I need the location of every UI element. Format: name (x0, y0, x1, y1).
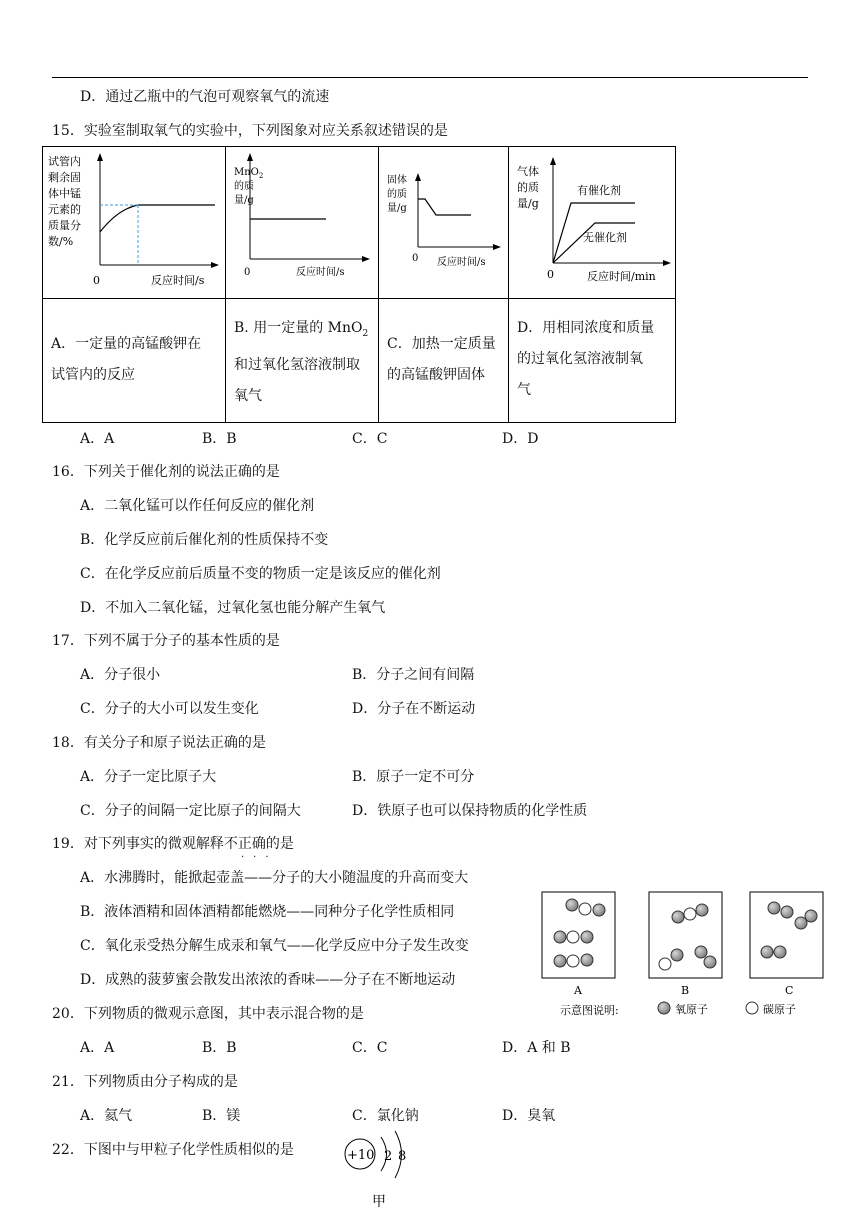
graph-d-ylabel-3: 量/g (517, 197, 539, 210)
graph-a-ylabel-6: 数/% (48, 235, 74, 248)
graph-d-ylabel-1: 气体 (517, 165, 539, 178)
q21-option-b[interactable]: B．镁 (202, 1108, 241, 1124)
graph-a-origin: 0 (93, 274, 100, 287)
figure-label-b: B (681, 984, 690, 997)
q20-molecule-figure (538, 888, 830, 1022)
q17-option-b[interactable]: B．分子之间有间隔 (352, 667, 475, 683)
graph-a-ylabel-3: 体中锰 (48, 187, 81, 200)
q19-option-a[interactable]: A．水沸腾时，能掀起壶盖——分子的大小随温度的升高而变大 (80, 870, 469, 886)
q16-option-d[interactable]: D．不加入二氧化锰，过氧化氢也能分解产生氧气 (80, 600, 386, 616)
q17-option-d[interactable]: D．分子在不断运动 (352, 701, 476, 717)
graph-c-curve (418, 199, 471, 215)
q20-option-d[interactable]: D．A 和 B (502, 1040, 571, 1056)
graph-d-origin: 0 (547, 268, 554, 281)
q19-option-b[interactable]: B．液体酒精和固体酒精都能燃烧——同种分子化学性质相同 (80, 904, 455, 920)
graph-c-cell (379, 147, 509, 299)
q21-option-c[interactable]: C．氯化钠 (352, 1108, 419, 1124)
q17-stem: 17．下列不属于分子的基本性质的是 (52, 633, 280, 649)
q16-option-a[interactable]: A．二氧化锰可以作任何反应的催化剂 (80, 498, 315, 514)
graph-d-ylabel-2: 的质 (517, 181, 539, 194)
graph-b-xlabel: 反应时间/s (296, 267, 345, 278)
q20-option-a[interactable]: A．A (80, 1040, 115, 1056)
q18-option-d[interactable]: D．铁原子也可以保持物质的化学性质 (352, 803, 588, 819)
q17-option-a[interactable]: A．分子很小 (80, 667, 161, 683)
emphasis-dots: ··· (241, 852, 278, 863)
caption-a-line2: 试管内的反应 (51, 367, 135, 383)
q20-option-b[interactable]: B．B (202, 1040, 237, 1056)
oxygen-atom-icon (658, 1002, 670, 1014)
q15-table (42, 146, 676, 423)
nucleus-charge: +10 (347, 1148, 375, 1163)
graph-d-cell (509, 147, 676, 299)
caption-d-line3: 气 (517, 382, 531, 398)
figure-label-c: C (785, 984, 794, 997)
graph-b (226, 147, 378, 294)
legend-carbon: 碳原子 (763, 1003, 796, 1016)
q15-option-a[interactable]: A．A (80, 431, 115, 447)
box-c (750, 892, 823, 978)
graph-a-curve (100, 205, 215, 232)
q16-stem: 16．下列关于催化剂的说法正确的是 (52, 464, 280, 480)
q18-stem: 18．有关分子和原子说法正确的是 (52, 735, 266, 751)
atom-structure-diagram (336, 1128, 426, 1214)
graph-d-xlabel: 反应时间/min (587, 270, 656, 283)
graph-a-ylabel-1: 试管内 (48, 155, 81, 168)
graph-b-origin: 0 (244, 267, 251, 278)
q19-option-d[interactable]: D．成熟的菠萝蜜会散发出浓浓的香味——分子在不断地运动 (80, 972, 456, 988)
graph-c-origin: 0 (412, 253, 419, 264)
q22-stem: 22．下图中与甲粒子化学性质相似的是 (52, 1142, 294, 1158)
graph-c-ylabel-2: 的质 (387, 189, 407, 200)
q21-option-a[interactable]: A．氦气 (80, 1108, 133, 1124)
q21-stem: 21．下列物质由分子构成的是 (52, 1074, 238, 1090)
q18-option-c[interactable]: C．分子的间隔一定比原子的间隔大 (80, 803, 301, 819)
graph-b-cell (226, 147, 379, 299)
graph-d (509, 147, 675, 294)
caption-b-line3: 氧气 (234, 387, 262, 404)
q16-option-c[interactable]: C．在化学反应前后质量不变的物质一定是该反应的催化剂 (80, 566, 441, 582)
header-rule (52, 77, 808, 78)
carbon-atom-icon (746, 1002, 758, 1014)
graph-a-ylabel-2: 剩余固 (48, 171, 81, 184)
q20-option-c[interactable]: C．C (352, 1040, 388, 1056)
caption-c (379, 299, 509, 423)
caption-d (509, 299, 676, 423)
legend-title: 示意图说明: (560, 1004, 619, 1017)
graph-b-ylabel-2: 的质 (234, 181, 254, 192)
q15-option-b[interactable]: B．B (202, 431, 237, 447)
graph-c (379, 147, 508, 294)
q19-stem: 19．对下列事实的微观解释不正确的是 (52, 836, 294, 852)
graph-d-line1-label: 有催化剂 (577, 184, 621, 197)
caption-a (43, 299, 226, 423)
graph-c-ylabel-1: 固体 (387, 175, 407, 186)
q15-option-d[interactable]: D．D (502, 431, 539, 447)
legend-oxygen: 氧原子 (675, 1003, 708, 1016)
q15-stem: 15．实验室制取氧气的实验中，下列图象对应关系叙述错误的是 (52, 123, 448, 139)
graph-a-ylabel-4: 元素的 (48, 203, 81, 216)
caption-b-line1: B. 用一定量的 MnO$_2$ (234, 320, 369, 339)
q15-option-c[interactable]: C．C (352, 431, 388, 447)
graph-a-ylabel-5: 质量分 (48, 219, 81, 232)
caption-d-line1: D．用相同浓度和质量 (517, 320, 655, 336)
caption-b (226, 299, 379, 423)
q19-option-c[interactable]: C．氧化汞受热分解生成汞和氧气——化学反应中分子发生改变 (80, 938, 469, 954)
graph-a-cell (43, 147, 226, 299)
q14-option-d: D．通过乙瓶中的气泡可观察氧气的流速 (80, 89, 330, 105)
particle-label: 甲 (372, 1194, 386, 1210)
caption-c-line1: C．加热一定质量 (387, 336, 496, 352)
q18-option-b[interactable]: B．原子一定不可分 (352, 769, 475, 785)
q20-stem: 20．下列物质的微观示意图，其中表示混合物的是 (52, 1006, 364, 1022)
shell-2-electrons: 8 (398, 1149, 407, 1164)
graph-b-ylabel-3: 量/g (234, 195, 254, 206)
q16-option-b[interactable]: B．化学反应前后催化剂的性质保持不变 (80, 532, 329, 548)
caption-d-line2: 的过氧化氢溶液制氧 (517, 351, 643, 367)
graph-c-ylabel-3: 量/g (387, 203, 407, 214)
q18-option-a[interactable]: A．分子一定比原子大 (80, 769, 217, 785)
q21-option-d[interactable]: D．臭氧 (502, 1108, 556, 1124)
graph-a (43, 147, 225, 294)
shell-1-electrons: 2 (384, 1149, 393, 1164)
figure-label-a: A (574, 984, 582, 997)
graph-c-xlabel: 反应时间/s (437, 257, 486, 268)
graph-a-xlabel: 反应时间/s (151, 274, 205, 287)
caption-b-line2: 和过氧化氢溶液制取 (234, 356, 360, 373)
caption-c-line2: 的高锰酸钾固体 (387, 367, 485, 383)
q17-option-c[interactable]: C．分子的大小可以发生变化 (80, 701, 259, 717)
caption-a-line1: A．一定量的高锰酸钾在 (51, 336, 202, 352)
graph-d-line2-label: 无催化剂 (583, 231, 627, 244)
graph-b-ylabel-1: MnO$_2$ (234, 167, 264, 180)
